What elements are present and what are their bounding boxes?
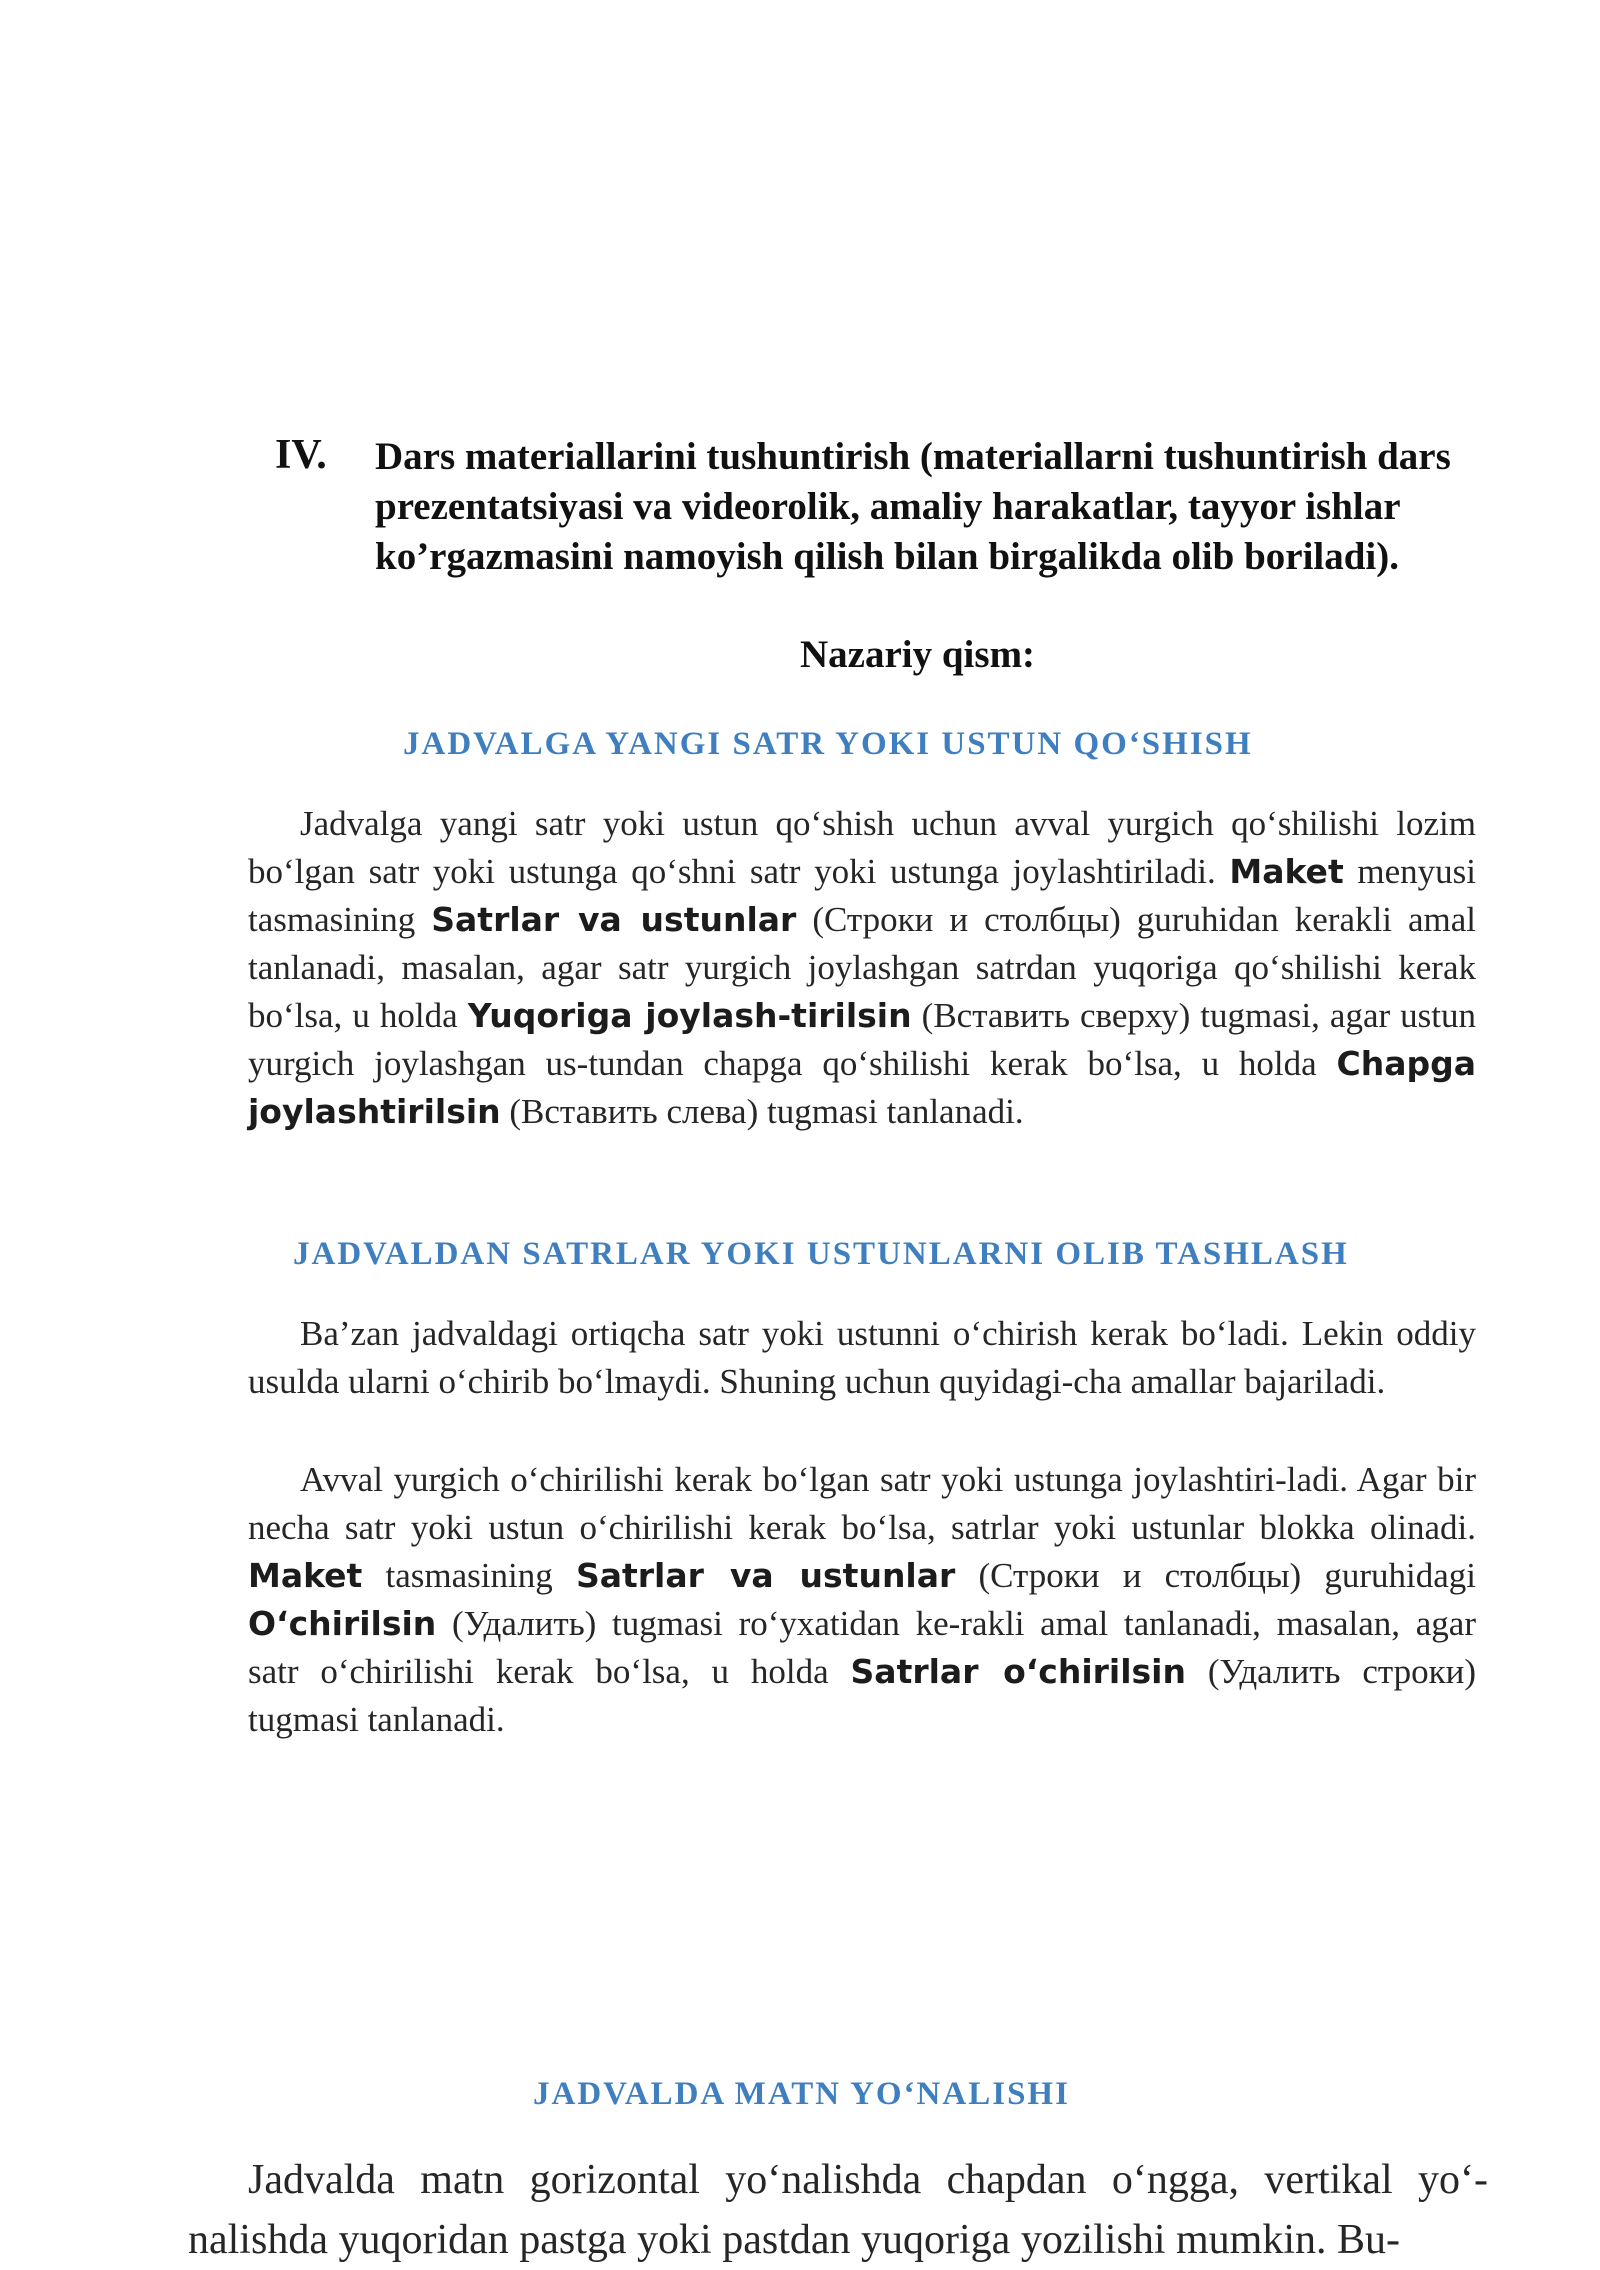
text: (Строки и столбцы) guruhidagi [978,1556,1477,1595]
bold-term: O‘chirilsin [248,1604,437,1643]
text: (Вставить слева) tugmasi tanlanadi. [509,1092,1024,1131]
bold-term: Maket [1229,852,1344,891]
block2-paragraph-1: Ba’zan jadvaldagi ortiqcha satr yoki ustunni o‘chirish kerak bo‘ladi. Lekin oddiy usulda ularni o‘chirib bo‘lmaydi. Shuning uchun quyidagi-cha amallar bajariladi. [248,1314,1476,1401]
block3-paragraph: Jadvalda matn gorizontal yo‘nalishda chapdan o‘ngga, vertikal yo‘-nalishda yuqoridan pastga yoki pastdan yuqoriga yozilishi mumkin. Bu- [188,2157,1488,2263]
bold-term: Satrlar o‘chirilsin [850,1652,1186,1691]
section-title: Dars materiallarini tushuntirish (materiallarni tushuntirish dars prezentatsiyasi va videorolik, amaliy harakatlar, tayyor ishlar ko’rgazmasini namoyish qilish bilan birgalikda olib boriladi). [375,435,1451,578]
text: tasmasining [385,1556,553,1595]
block2-heading: JADVALDAN SATRLAR YOKI USTUNLARNI OLIB TASHLASH [293,1236,1349,1272]
section-subheading: Nazariy qism: [800,633,1036,676]
text: Avval yurgich o‘chirilishi kerak bo‘lgan satr yoki ustunga joylashtiri-ladi. Agar bir necha satr yoki ustun o‘chirilishi kerak bo‘lsa, satrlar yoki ustunlar blokka olinadi. [248,1460,1476,1547]
bold-term: Satrlar va ustunlar [575,1556,956,1595]
text: (Удалить строки) tugmasi tanlanadi. [248,1652,1476,1739]
text: Jadvalga yangi satr yoki ustun qo‘shish uchun avval yurgich qo‘shilishi lozim bo‘lgan satr yoki ustunga qo‘shni satr yoki ustunga joylashtiriladi. [248,804,1476,891]
bold-term: Chapga joylashtirilsin [248,1044,1477,1131]
bold-term: Satrlar va ustunlar [431,900,797,939]
block1-paragraph [248,800,1476,1136]
text: (Удалить) tugmasi ro‘yxatidan ke-rakli amal tanlanadi, masalan, agar satr o‘chirilishi kerak bo‘lsa, u holda [248,1604,1476,1691]
block3-heading: JADVALDA MATN YO‘NALISHI [533,2076,1070,2112]
bold-term: Maket [248,1556,363,1595]
bold-term: Yuqoriga joylash-tirilsin [467,996,912,1035]
block1-heading: JADVALGA YANGI SATR YOKI USTUN QO‘SHISH [403,726,1253,762]
text: (Строки и столбцы) guruhidan kerakli amal tanlanadi, masalan, agar satr yurgich joylashgan satrdan yuqoriga qo‘shilishi kerak bo‘lsa, u holda [248,900,1476,1035]
text: menyusi tasmasining [248,852,1476,939]
section-number: IV. [275,432,327,478]
text: (Вставить сверху) tugmasi, agar ustun yurgich joylashgan us-tundan chapga qo‘shilishi kerak bo‘lsa, u holda [248,996,1477,1083]
block2-paragraph-2 [248,1456,1476,1744]
